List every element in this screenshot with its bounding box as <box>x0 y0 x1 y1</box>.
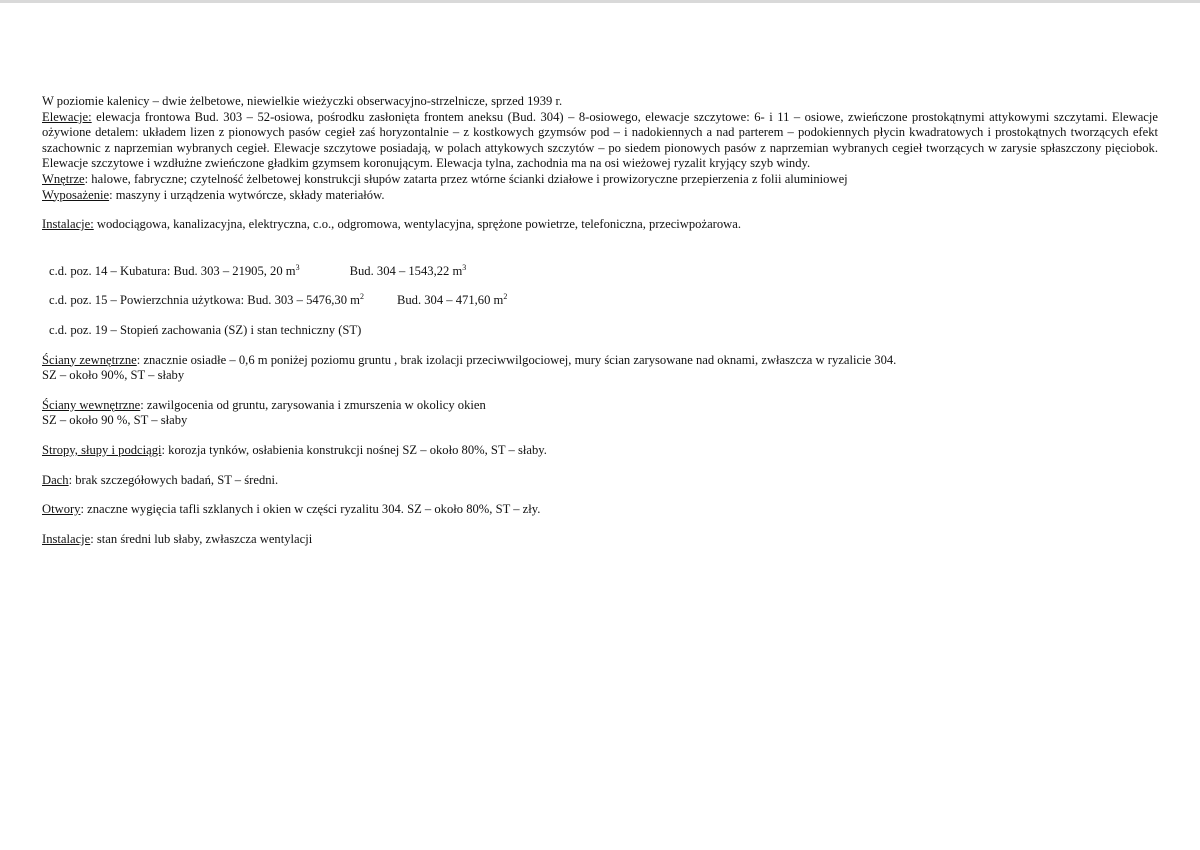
sciany-wewnetrzne-label: Ściany wewnętrzne <box>42 397 141 412</box>
instalacje-paragraph <box>42 217 1158 233</box>
kubatura-bud304: Bud. 304 – 1543,22 m <box>349 263 463 278</box>
elewacje-label: Elewacje: <box>42 109 92 124</box>
elewacje-paragraph <box>42 110 1158 172</box>
sciany-wewnetrzne-paragraph <box>42 398 1158 414</box>
otwory-paragraph <box>42 502 1158 518</box>
instalacje-stan-label: Instalacje <box>42 531 91 546</box>
powierzchnia-bud304: Bud. 304 – 471,60 m <box>396 293 504 308</box>
stopien-line: c.d. poz. 19 – Stopień zachowania (SZ) i stan techniczny (ST) <box>49 322 362 337</box>
wnetrze-text: : halowe, fabryczne; czytelność żelbetowej konstrukcji słupów zatarta przez wtórne ścianki działowe i prowizoryczne przepierzenia z folii aluminiowej <box>84 171 848 186</box>
sciany-zewnetrzne-rating: SZ – około 90%, ST – słaby <box>42 368 185 383</box>
kubatura-bud303: c.d. poz. 14 – Kubatura: Bud. 303 – 21905, 20 m <box>49 263 296 278</box>
instalacje-stan-text: : stan średni lub słaby, zwłaszcza wentylacji <box>90 531 313 546</box>
instalacje-text: wodociągowa, kanalizacyjna, elektryczna, c.o., odgromowa, wentylacyjna, sprężone powietrze, telefoniczna, przeciwpożarowa. <box>93 217 741 232</box>
wyposazenie-text: : maszyny i urządzenia wytwórcze, składy materiałów. <box>109 187 385 202</box>
stropy-label: Stropy, słupy i podciągi <box>42 442 162 457</box>
powierzchnia-unit-sup1: 2 <box>359 292 364 302</box>
powierzchnia-line <box>42 293 1158 309</box>
sciany-zewnetrzne-text: : znacznie osiadłe – 0,6 m poniżej poziomu gruntu , brak izolacji przeciwwilgociowej, mury ścian zarysowane nad oknami, zwłaszcza w ryzalicie 304. <box>136 352 897 367</box>
instalacje-label: Instalacje: <box>42 217 94 232</box>
sciany-zewnetrzne-label: Ściany zewnętrzne <box>42 352 137 367</box>
elewacje-text: elewacja frontowa Bud. 303 – 52-osiowa, pośrodku zasłonięta frontem aneksu (Bud. 304) – 8-osiowego, elewacje szczytowe: 6- i 11 – osiowe, zwieńczone prostokątnymi attykowymi szczytami. Elewacje ożywione detalem: układem lizen z pionowych pasów cegieł zaś horyzontalnie – z kostkowych gzymsów pod – i nadokiennych a nad parterem – podokiennych płycin kwadratowych i prostokątnych tworzących efekt szachownic z naprzemian wybranych cegieł. Elewacje szczytowe posiadają, w polach attykowych szczytów – po siedem pionowych pasów z naprzemian wybranych cegieł tworzących w zarysie spłaszczony pięciobok. Elewacje szczytowe i wzdłużne zwieńczone gładkim gzymsem koronującym. Elewacja tylna, zachodnia ma na osi wieżowej ryzalit kryjący szyb windy. <box>42 109 1158 171</box>
document-page <box>42 94 1158 547</box>
wyposazenie-label: Wyposażenie <box>42 187 110 202</box>
dach-paragraph <box>42 473 1158 489</box>
otwory-label: Otwory <box>42 502 81 517</box>
sciany-wewnetrzne-rating: SZ – około 90 %, ST – słaby <box>42 413 188 428</box>
intro-line: W poziomie kalenicy – dwie żelbetowe, niewielkie wieżyczki obserwacyjno-strzelnicze, sprzed 1939 r. <box>42 94 563 108</box>
otwory-text: : znaczne wygięcia tafli szklanych i okien w części ryzalitu 304. SZ – około 80%, ST – zły. <box>80 502 541 517</box>
page-top-edge <box>0 0 1200 3</box>
instalacje-stan-paragraph <box>42 532 1158 548</box>
kubatura-line <box>42 264 1158 280</box>
wnetrze-label: Wnętrze <box>42 171 85 186</box>
stropy-text: : korozja tynków, osłabienia konstrukcji nośnej SZ – około 80%, ST – słaby. <box>161 442 547 457</box>
sciany-wewnetrzne-text: : zawilgocenia od gruntu, zarysowania i zmurszenia w okolicy okien <box>140 397 486 412</box>
powierzchnia-unit-sup2: 2 <box>503 292 508 302</box>
stropy-paragraph <box>42 443 1158 459</box>
kubatura-unit-sup1: 3 <box>295 262 300 272</box>
dach-text: : brak szczegółowych badań, ST – średni. <box>68 472 279 487</box>
wyposazenie-paragraph <box>42 188 1158 204</box>
wnetrze-paragraph <box>42 172 1158 188</box>
powierzchnia-bud303: c.d. poz. 15 – Powierzchnia użytkowa: Bud. 303 – 5476,30 m <box>49 293 360 308</box>
kubatura-unit-sup2: 3 <box>462 262 467 272</box>
sciany-zewnetrzne-paragraph <box>42 353 1158 369</box>
dach-label: Dach <box>42 472 69 487</box>
